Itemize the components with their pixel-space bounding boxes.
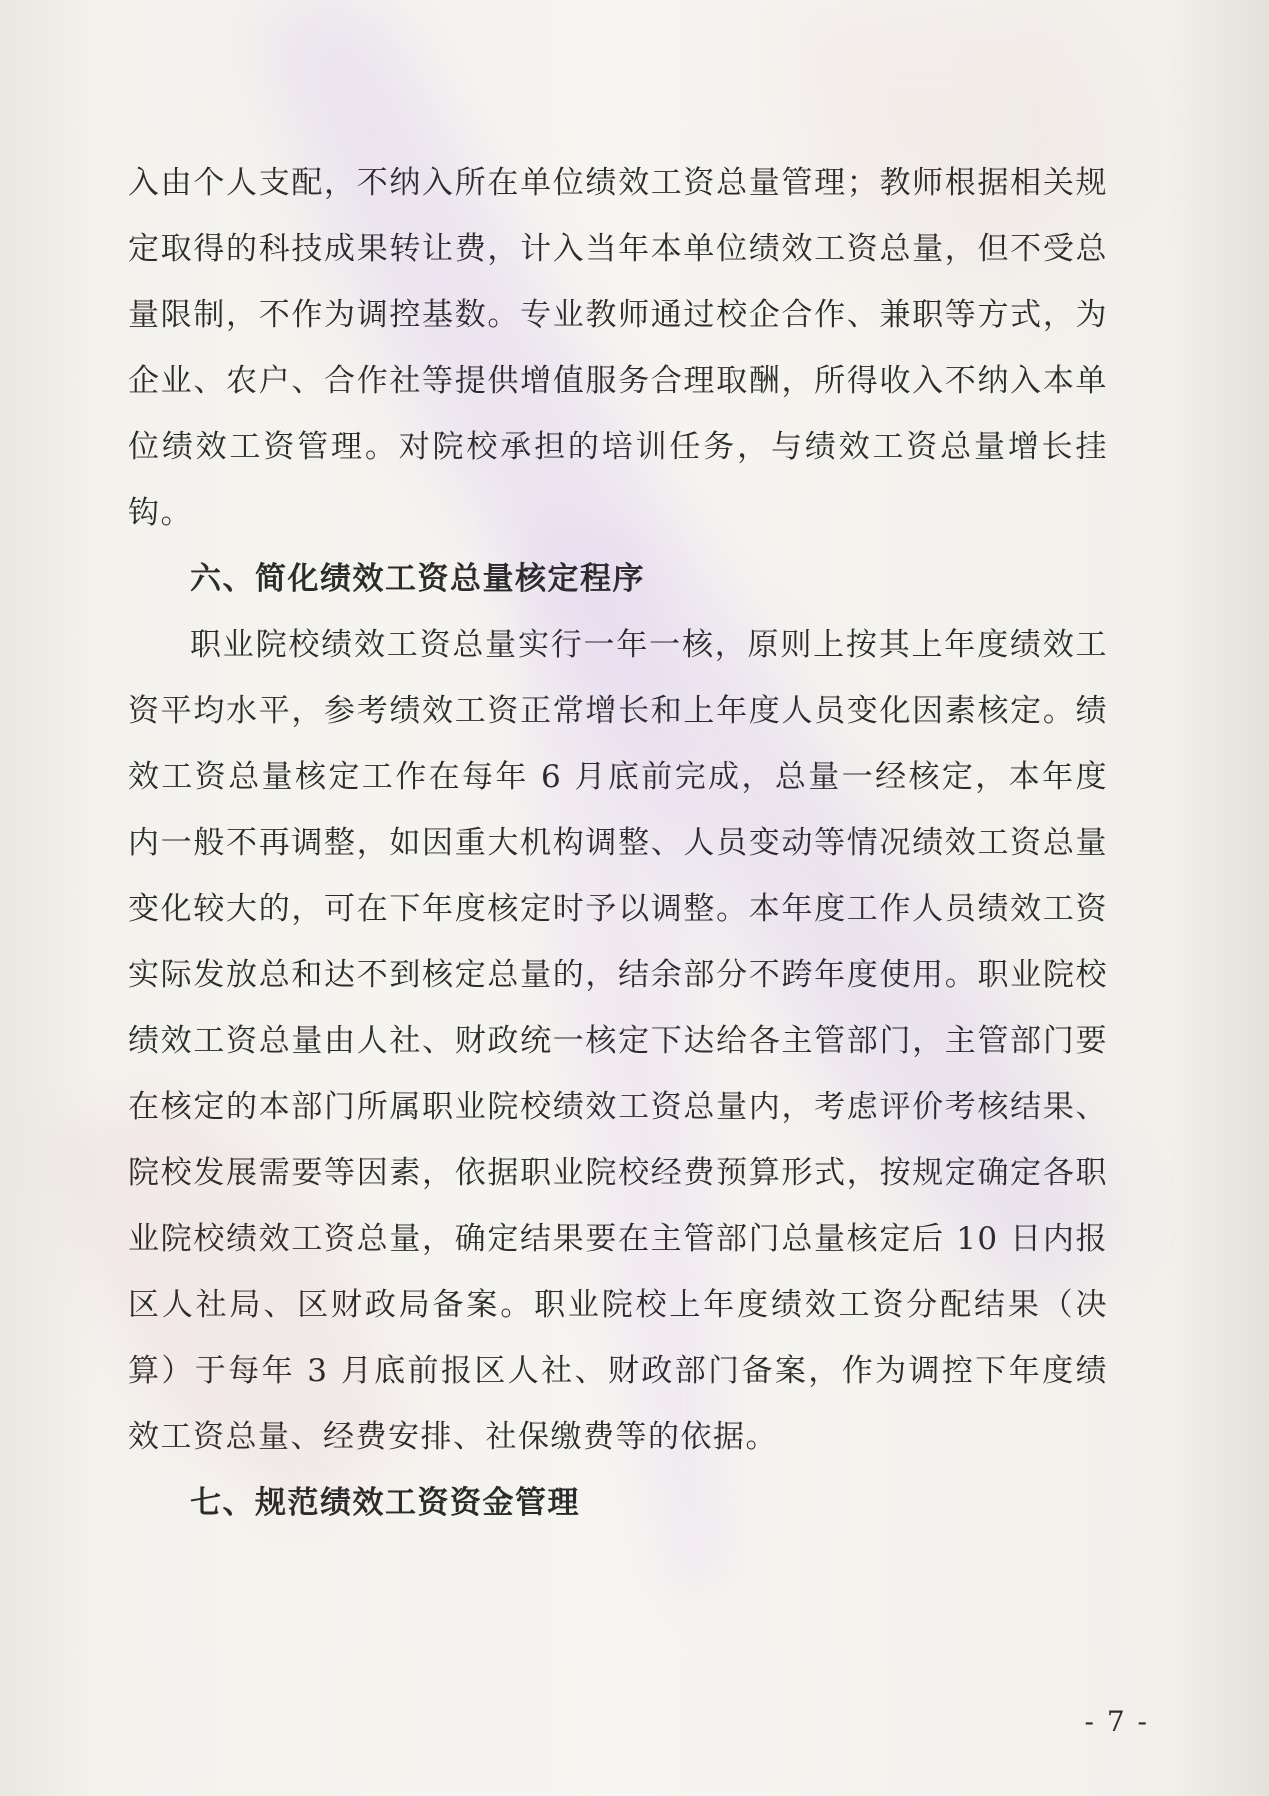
section-heading-seven: 七、规范绩效工资资金管理 [190,1485,580,1521]
body-paragraph-performance-pay-procedure: 职业院校绩效工资总量实行一年一核，原则上按其上年度绩效工资平均水平，参考绩效工资正常增长和上年度人员变化因素核定。绩效工资总量核定工作在每年 6 月底前完成，总量一经核定，本年度内一般不再调整，如因重大机构调整、人员变动等情况绩效工资总量变化较大的，可在下年度核定时予以调整。本年度工作人员绩效工资实际发放总和达不到核定总量的，结余部分不跨年度使用。职业院校绩效工资总量由人社、财政统一核定下达给各主管部门，主管部门要在核定的本部门所属职业院校绩效工资总量内，考虑评价考核结果、院校发展需要等因素，依据职业院校经费预算形式，按规定确定各职业院校绩效工资总量，确定结果要在主管部门总量核定后 10 日内报区人社局、区财政局备案。职业院校上年度绩效工资分配结果（决算）于每年 3 月底前报区人社、财政部门备案，作为调控下年度绩效工资总量、经费安排、社保缴费等的依据。 [128,627,1108,1455]
page-number: - 7 - [1084,1705,1149,1738]
section-heading-six: 六、简化绩效工资总量核定程序 [190,561,645,597]
body-paragraph-continuation: 入由个人支配，不纳入所在单位绩效工资总量管理；教师根据相关规定取得的科技成果转让费，计入当年本单位绩效工资总量，但不受总量限制，不作为调控基数。专业教师通过校企合作、兼职等方式，为企业、农户、合作社等提供增值服务合理取酬，所得收入不纳入本单位绩效工资管理。对院校承担的培训任务，与绩效工资总量增长挂钩。 [128,165,1108,531]
document-body [128,150,1108,1536]
